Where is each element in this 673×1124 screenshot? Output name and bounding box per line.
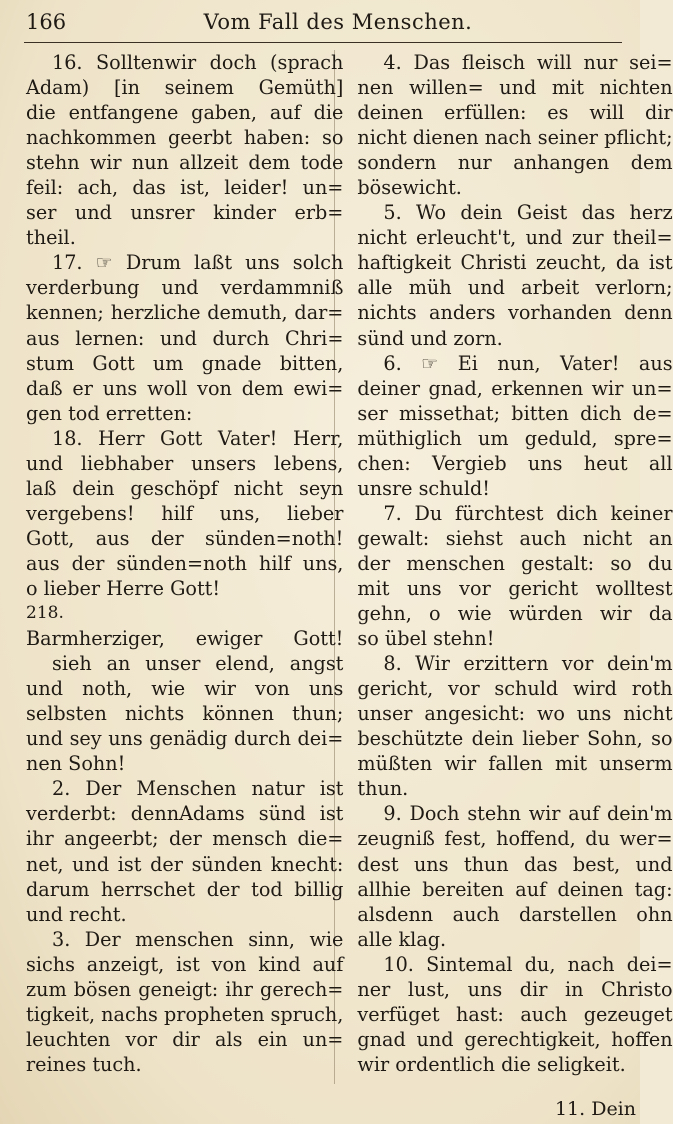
text-line: laß dein geschöpf nicht seyn xyxy=(26,476,344,500)
text-line: dest uns thun das best, und xyxy=(357,852,673,876)
text-line: leuchten vor dir als ein un= xyxy=(26,1027,344,1051)
text-line: kennen; herzliche demuth, dar= xyxy=(26,301,344,325)
text-line: die entfangene gaben, auf die xyxy=(26,101,344,125)
text-line: alsdenn auch darstellen ohn xyxy=(357,902,673,926)
text-line: theil. xyxy=(26,226,76,250)
text-line: alle müh und arbeit verlorn; xyxy=(357,276,673,300)
text-line: verfüget hast: auch gezeuget xyxy=(357,1002,673,1026)
running-title: Vom Fall des Menschen. xyxy=(203,10,473,34)
text-line: daß er uns woll von dem ewi= xyxy=(26,376,344,400)
text-line: Barmherziger, ewiger Gott! xyxy=(26,627,344,651)
text-line: gewalt: siehst auch nicht an xyxy=(357,526,673,550)
text-line: nen willen= und mit nichten xyxy=(357,76,673,100)
catchword: 11. Dein xyxy=(554,1098,636,1120)
right-column xyxy=(357,50,672,1104)
text-line: sondern nur anhangen dem xyxy=(357,151,673,175)
text-line: 2. Der Menschen natur ist xyxy=(52,777,344,801)
text-line: gehn, o wie würden wir da xyxy=(357,602,673,626)
text-line: reines tuch. xyxy=(26,1052,142,1076)
text-line: müthiglich um geduld, spre= xyxy=(357,426,673,450)
text-line: nicht erleucht't, und zur theil= xyxy=(357,226,673,250)
text-line: o lieber Herre Gott! xyxy=(26,576,221,600)
text-line: deiner gnad, erkennen wir un= xyxy=(357,376,673,400)
text-line: ser missethat; bitten dich de= xyxy=(357,401,673,425)
text-line: selbsten nichts können thun; xyxy=(26,702,344,726)
text-line: ser und unsrer kinder erb= xyxy=(26,201,344,225)
text-line: müßten wir fallen mit unserm xyxy=(357,752,673,776)
text-line: Adam) [in seinem Gemüth] xyxy=(26,76,344,100)
text-line: beschützte dein lieber Sohn, so xyxy=(357,727,673,751)
text-line: 8. Wir erzittern vor dein'm xyxy=(383,652,673,676)
text-line: aus lernen: und durch Chri= xyxy=(26,326,344,350)
text-line: 17. ☞ Drum laßt uns solch xyxy=(52,251,344,275)
text-line: unsre schuld! xyxy=(357,476,491,500)
text-line: thun. xyxy=(357,777,409,801)
text-line: sichs anzeigt, ist von kind auf xyxy=(26,952,344,976)
text-line: mit uns vor gericht wolltest xyxy=(357,576,673,600)
text-line: so übel stehn! xyxy=(357,627,495,651)
text-line: 16. Solltenwir doch (sprach xyxy=(52,51,344,74)
text-line: wir ordentlich die seligkeit. xyxy=(357,1052,626,1076)
text-line: 4. Das fleisch will nur sei= xyxy=(383,51,673,74)
text-line: 7. Du fürchtest dich keiner xyxy=(383,501,673,525)
text-line: 18. Herr Gott Vater! Herr, xyxy=(52,426,344,450)
text-line: gen tod erretten: xyxy=(26,401,193,425)
text-line: und recht. xyxy=(26,902,127,926)
text-line: ihr angeerbt; der mensch die= xyxy=(26,827,344,851)
text-columns xyxy=(26,50,673,1104)
text-line: gnad und gerechtigkeit, hoffen xyxy=(357,1027,673,1051)
text-line: 3. Der menschen sinn, wie xyxy=(52,927,344,951)
text-line: darum herrschet der tod billig xyxy=(26,877,344,901)
text-line: aus der sünden=noth hilf uns, xyxy=(26,551,344,575)
header-rule xyxy=(24,42,622,43)
text-line: ner lust, uns dir in Christo xyxy=(357,977,673,1001)
text-line: verderbt: dennAdams sünd ist xyxy=(26,802,344,826)
text-line: haftigkeit Christi zeucht, da ist xyxy=(357,251,673,275)
text-line: sieh an unser elend, angst xyxy=(52,652,344,676)
text-line: net, und ist der sünden knecht: xyxy=(26,852,344,876)
text-line: feil: ach, das ist, leider! un= xyxy=(26,176,344,200)
text-line: der menschen gestalt: so du xyxy=(357,551,673,575)
text-line: zum bösen geneigt: ihr gerech= xyxy=(26,977,344,1001)
text-line: 9. Doch stehn wir auf dein'm xyxy=(383,802,673,826)
text-line: Gott, aus der sünden=noth! xyxy=(26,526,344,550)
text-line: nachkommen geerbt haben: so xyxy=(26,126,344,150)
text-line: zeugniß fest, hoffend, du wer= xyxy=(357,827,673,851)
text-line: und liebhaber unsers lebens, xyxy=(26,451,344,475)
text-line: nen Sohn! xyxy=(26,752,126,776)
text-line: und noth, wie wir von uns xyxy=(26,677,344,701)
text-line: stum Gott um gnade bitten, xyxy=(26,351,344,375)
text-line: nicht dienen nach seiner pflicht; xyxy=(357,126,673,150)
text-line: allhie bereiten auf deinen tag: xyxy=(357,877,673,901)
text-line: 6. ☞ Ei nun, Vater! aus xyxy=(383,351,673,375)
page-header xyxy=(26,4,620,40)
text-line: tigkeit, nachs propheten spruch, xyxy=(26,1002,344,1026)
text-line: chen: Vergieb uns heut all xyxy=(357,451,673,475)
text-line: deinen erfüllen: es will dir xyxy=(357,101,673,125)
page-number: 166 xyxy=(26,10,67,34)
text-line: unser angesicht: wo uns nicht xyxy=(357,702,673,726)
text-line: alle klag. xyxy=(357,927,447,951)
text-line: bösewicht. xyxy=(357,176,462,200)
text-line: 5. Wo dein Geist das herz xyxy=(383,201,673,225)
text-line: verderbung und verdammniß xyxy=(26,276,344,300)
left-column xyxy=(26,50,343,1104)
text-line: stehn wir nun allzeit dem tode xyxy=(26,151,344,175)
text-line: sünd und zorn. xyxy=(357,326,503,350)
text-line: 10. Sintemal du, nach dei= xyxy=(383,952,673,976)
text-line: vergebens! hilf uns, lieber xyxy=(26,501,344,525)
text-line: gericht, vor schuld wird roth xyxy=(357,677,673,701)
text-line: nichts anders vorhanden denn xyxy=(357,301,673,325)
text-line: 218. xyxy=(26,603,64,624)
text-line: und sey uns genädig durch dei= xyxy=(26,727,344,751)
